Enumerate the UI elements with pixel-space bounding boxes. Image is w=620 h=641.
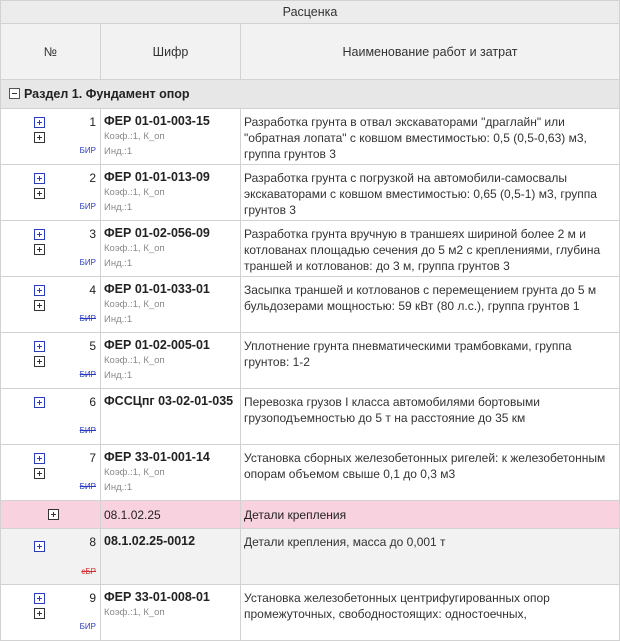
coef-text: Коэф.:1, К_оп [104, 355, 165, 366]
expand-icon[interactable] [34, 229, 45, 240]
code-cell [101, 585, 241, 641]
code-cell [101, 165, 241, 221]
code-text: ФЕР 33-01-001-14 [104, 450, 210, 464]
table-row[interactable] [1, 585, 620, 641]
expand-icon[interactable] [34, 285, 45, 296]
expand-icon[interactable] [34, 173, 45, 184]
material-group-row[interactable] [1, 501, 620, 529]
description-cell: Засыпка траншей и котлованов с перемещением грунта до 5 м бульдозерами мощностью: 59 кВт (80 л.с.), группа грунтов 1 [241, 277, 620, 333]
description-cell: Уплотнение грунта пневматическими трамбовками, группа грунтов: 1-2 [241, 333, 620, 389]
group-code: 08.1.02.25 [101, 501, 241, 529]
row-number: 5 [89, 339, 96, 353]
coef-text: Коэф.:1, К_оп [104, 467, 165, 478]
coef-text: Коэф.:1, К_оп [104, 243, 165, 254]
code-cell [101, 221, 241, 277]
index-text: Инд.:1 [104, 314, 133, 325]
description-cell: Разработка грунта вручную в траншеях шириной более 2 м и котлованах площадью сечения до 5 м2 с креплениями, глубина траншей и котлованов: до 3 м, группа грунтов 3 [241, 221, 620, 277]
index-text: Инд.:1 [104, 146, 133, 157]
column-header-name[interactable]: Наименование работ и затрат [241, 24, 620, 80]
table-row[interactable] [1, 277, 620, 333]
column-header-number[interactable]: № [1, 24, 101, 80]
row-number: 3 [89, 227, 96, 241]
section-row[interactable] [1, 80, 620, 109]
collapse-icon[interactable] [9, 88, 20, 99]
code-text: ФЕР 01-02-005-01 [104, 338, 210, 352]
index-text: Инд.:1 [104, 202, 133, 213]
table-row[interactable] [1, 529, 620, 585]
description-cell: Перевозка грузов I класса автомобилями бортовыми грузоподъемностью до 5 т на расстояние до 35 км [241, 389, 620, 445]
resource-tag: БИР [79, 370, 96, 379]
expand-icon[interactable] [34, 541, 45, 552]
row-number-cell [1, 585, 101, 641]
expand-icon[interactable] [34, 356, 45, 367]
row-number: 7 [89, 451, 96, 465]
index-text: Инд.:1 [104, 482, 133, 493]
row-number-cell [1, 389, 101, 445]
description-cell: Разработка грунта с погрузкой на автомобили-самосвалы экскаваторами с ковшом вместимостью: 0,65 (0,5-1) м3, группа грунтов 3 [241, 165, 620, 221]
row-number-cell [1, 109, 101, 165]
coef-text: Коэф.:1, К_оп [104, 187, 165, 198]
group-name: Детали крепления [241, 501, 620, 529]
code-text: 08.1.02.25-0012 [104, 534, 196, 548]
expand-icon[interactable] [48, 509, 59, 520]
row-number: 6 [89, 395, 96, 409]
group-toggle-cell [1, 501, 101, 529]
row-number-cell [1, 165, 101, 221]
code-text: ФЕР 01-01-003-15 [104, 114, 210, 128]
description-cell: Разработка грунта в отвал экскаваторами "драглайн" или "обратная лопата" с ковшом вместимостью: 0,5 (0,5-0,63) м3, группа грунтов 3 [241, 109, 620, 165]
coef-text: Коэф.:1, К_оп [104, 607, 165, 618]
code-cell [101, 109, 241, 165]
table-title: Расценка [1, 1, 620, 24]
expand-icon[interactable] [34, 188, 45, 199]
description-cell: Детали крепления, масса до 0,001 т [241, 529, 620, 585]
expand-icon[interactable] [34, 341, 45, 352]
expand-icon[interactable] [34, 244, 45, 255]
coef-text: Коэф.:1, К_оп [104, 299, 165, 310]
section-label: Раздел 1. Фундамент опор [24, 87, 190, 101]
code-cell [101, 529, 241, 585]
section-cell[interactable] [1, 80, 620, 109]
row-number: 1 [89, 115, 96, 129]
row-number-cell [1, 277, 101, 333]
code-text: ФЕР 01-01-033-01 [104, 282, 210, 296]
table-row[interactable] [1, 165, 620, 221]
row-number: 9 [89, 591, 96, 605]
table-row[interactable] [1, 389, 620, 445]
resource-tag: БИР [79, 482, 96, 491]
row-number-cell [1, 221, 101, 277]
code-text: ФЕР 01-01-013-09 [104, 170, 210, 184]
column-header-code[interactable]: Шифр [101, 24, 241, 80]
table-row[interactable] [1, 109, 620, 165]
expand-icon[interactable] [34, 117, 45, 128]
resource-tag: БИР [79, 622, 96, 631]
row-number-cell [1, 529, 101, 585]
expand-icon[interactable] [34, 593, 45, 604]
index-text: Инд.:1 [104, 258, 133, 269]
expand-icon[interactable] [34, 608, 45, 619]
table-row[interactable] [1, 445, 620, 501]
expand-icon[interactable] [34, 300, 45, 311]
row-number-cell [1, 333, 101, 389]
resource-tag: БИР [79, 258, 96, 267]
expand-icon[interactable] [34, 453, 45, 464]
table-row[interactable] [1, 221, 620, 277]
row-number: 2 [89, 171, 96, 185]
expand-icon[interactable] [34, 468, 45, 479]
row-number: 4 [89, 283, 96, 297]
code-cell [101, 277, 241, 333]
code-text: ФЕР 01-02-056-09 [104, 226, 210, 240]
table-row[interactable] [1, 333, 620, 389]
resource-tag: БИР [79, 202, 96, 211]
index-text: Инд.:1 [104, 370, 133, 381]
code-text: ФССЦпг 03-02-01-035 [104, 394, 234, 408]
expand-icon[interactable] [34, 132, 45, 143]
description-cell: Установка железобетонных центрифугированных опор промежуточных, свободностоящих: одностоечных, [241, 585, 620, 641]
code-cell [101, 445, 241, 501]
resource-tag: сБР [81, 567, 96, 576]
resource-tag: БИР [79, 426, 96, 435]
code-cell [101, 389, 241, 445]
resource-tag: БИР [79, 314, 96, 323]
row-number-cell [1, 445, 101, 501]
code-text: ФЕР 33-01-008-01 [104, 590, 210, 604]
code-cell [101, 333, 241, 389]
expand-icon[interactable] [34, 397, 45, 408]
coef-text: Коэф.:1, К_оп [104, 131, 165, 142]
resource-tag: БИР [79, 146, 96, 155]
row-number: 8 [89, 535, 96, 549]
description-cell: Установка сборных железобетонных ригелей: к железобетонным опорам объемом свыше 0,1 до 0,3 м3 [241, 445, 620, 501]
